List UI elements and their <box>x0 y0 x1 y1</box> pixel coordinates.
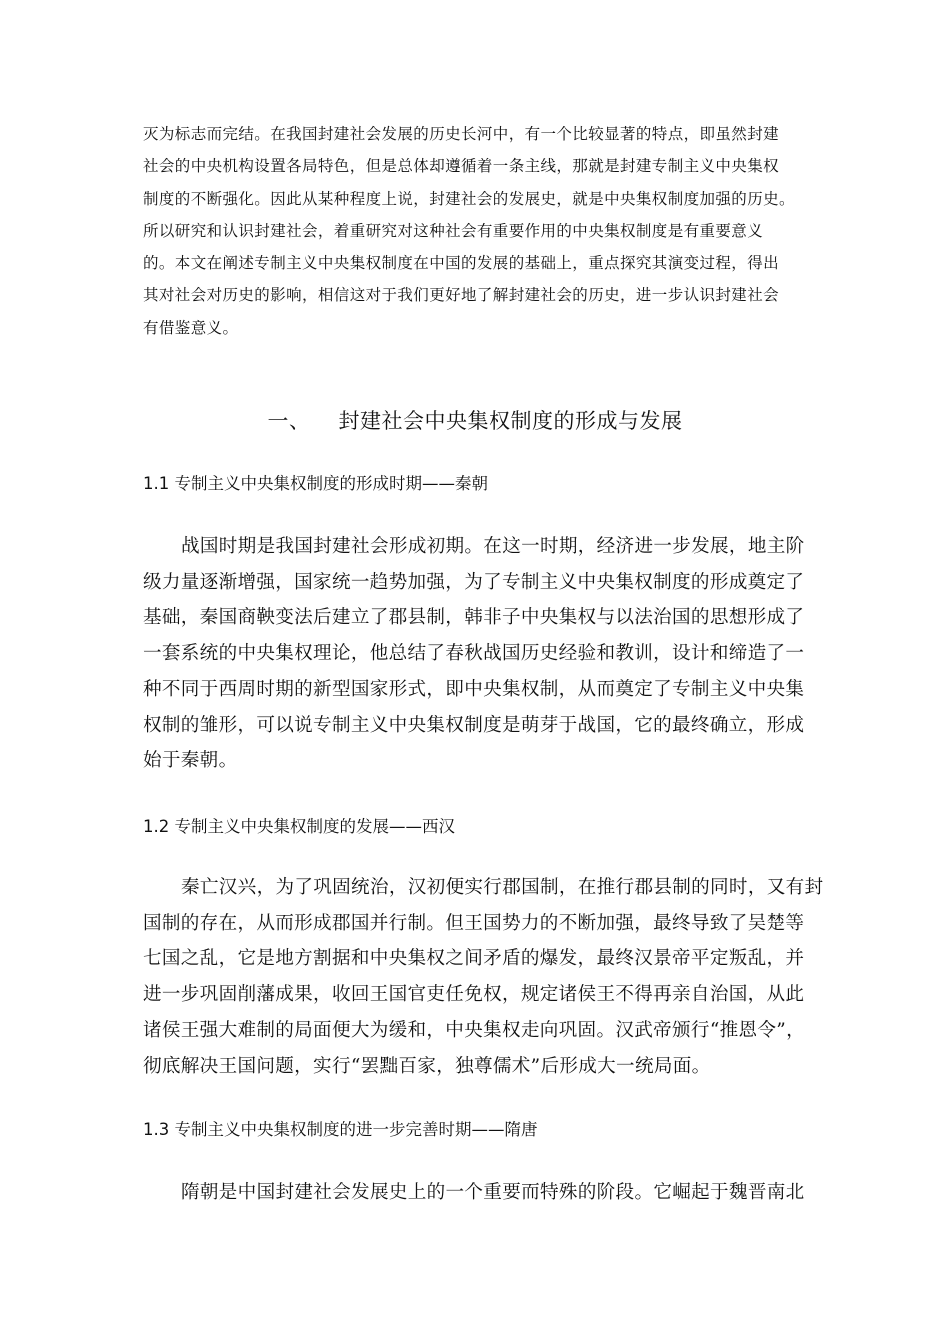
intro-line: 所以研究和认识封建社会，着重研究对这种社会有重要作用的中央集权制度是有重要意义 <box>143 221 764 240</box>
paragraph-western-han <box>143 870 824 1084</box>
paragraph-line: 始于秦朝。 <box>143 750 238 772</box>
section-title: 封建社会中央集权制度的形成与发展 <box>338 409 683 433</box>
intro-line: 有借鉴意义。 <box>143 318 239 337</box>
paragraph-qin <box>143 529 815 779</box>
intro-paragraph <box>143 118 815 344</box>
paragraph-line: 国制的存在，从而形成郡国并行制。但王国势力的不断加强，最终导致了吴楚等 <box>143 912 805 934</box>
paragraph-line: 彻底解决王国问题，实行“罢黜百家，独尊儒术”后形成大一统局面。 <box>143 1055 711 1077</box>
intro-line: 的。本文在阐述专制主义中央集权制度在中国的发展的基础上，重点探究其演变过程，得出 <box>143 254 780 273</box>
paragraph-line: 权制的雏形，可以说专制主义中央集权制度是萌芽于战国，它的最终确立，形成 <box>143 714 805 736</box>
paragraph-line: 进一步巩固削藩成果，收回王国官吏任免权，规定诸侯王不得再亲自治国，从此 <box>143 984 805 1006</box>
paragraph-line: 种不同于西周时期的新型国家形式，即中央集权制，从而奠定了专制主义中央集 <box>143 678 805 700</box>
paragraph-line: 一套系统的中央集权理论，他总结了春秋战国历史经验和教训，设计和缔造了一 <box>143 643 805 665</box>
paragraph-line: 级力量逐渐增强，国家统一趋势加强，为了专制主义中央集权制度的形成奠定了 <box>143 571 805 593</box>
paragraph-line: 诸侯王强大难制的局面便大为缓和，中央集权走向巩固。汉武帝颁行“推恩令”， <box>143 1019 805 1041</box>
intro-line: 灭为标志而完结。在我国封建社会发展的历史长河中，有一个比较显著的特点，即虽然封建 <box>143 125 780 143</box>
paragraph-line: 基础，秦国商鞅变法后建立了郡县制，韩非子中央集权与以法治国的思想形成了 <box>143 607 805 629</box>
intro-line: 社会的中央机构设置各局特色，但是总体却遵循着一条主线，那就是封建专制主义中央集权 <box>143 157 780 176</box>
paragraph-line: 战国时期是我国封建社会形成初期。在这一时期，经济进一步发展，地主阶 <box>181 536 805 557</box>
subsection-heading-1-1: 1.1 专制主义中央集权制度的形成时期——秦朝 <box>143 474 488 493</box>
section-number: 一、 <box>267 409 311 433</box>
paragraph-sui-tang <box>143 1175 815 1211</box>
paragraph-line: 七国之乱，它是地方割据和中央集权之间矛盾的爆发，最终汉景帝平定叛乱，并 <box>143 948 805 970</box>
intro-line: 制度的不断强化。因此从某种程度上说，封建社会的发展史，就是中央集权制度加强的历史。 <box>143 189 795 208</box>
subsection-heading-1-2: 1.2 专制主义中央集权制度的发展——西汉 <box>143 817 455 836</box>
paragraph-line: 秦亡汉兴，为了巩固统治，汉初便实行郡国制，在推行郡县制的同时，又有封 <box>181 877 824 898</box>
intro-line: 其对社会对历史的影响，相信这对于我们更好地了解封建社会的历史，进一步认识封建社会 <box>143 286 780 305</box>
section-heading <box>0 405 950 437</box>
paragraph-line: 隋朝是中国封建社会发展史上的一个重要而特殊的阶段。它崛起于魏晋南北 <box>181 1182 805 1203</box>
subsection-heading-1-3: 1.3 专制主义中央集权制度的进一步完善时期——隋唐 <box>143 1120 538 1139</box>
